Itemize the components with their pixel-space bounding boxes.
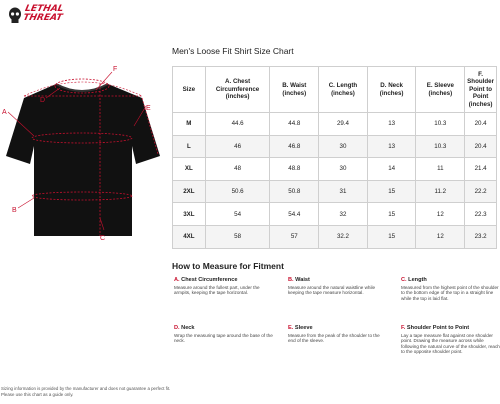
cell-neck: 13 [367,113,416,136]
cell-shoulder: 22.2 [465,180,497,203]
cell-chest: 54 [205,203,270,226]
cell-neck: 15 [367,203,416,226]
cell-size: XL [173,158,206,181]
cell-waist: 44.8 [270,113,319,136]
table-row [173,203,497,226]
how-to-measure-title: How to Measure for Fitment [172,261,284,271]
cell-chest: 48 [205,158,270,181]
cell-waist: 48.8 [270,158,319,181]
table-row [173,225,497,248]
label-a: A [2,109,7,116]
cell-shoulder: 20.4 [465,113,497,136]
shirt-diagram [0,58,165,248]
cell-neck: 15 [367,225,416,248]
cell-sleeve: 10.3 [416,135,465,158]
size-chart-table [172,66,497,249]
label-b: B [12,207,17,214]
brand-logo [4,3,74,31]
cell-size: 2XL [173,180,206,203]
cell-length: 31 [319,180,368,203]
cell-shoulder: 21.4 [465,158,497,181]
label-e: E [146,105,151,112]
cell-neck: 14 [367,158,416,181]
cell-neck: 13 [367,135,416,158]
cell-chest: 46 [205,135,270,158]
measure-waist: B. Waist Measure around the natural waistline while keeping the tape measure horizontal. [288,277,376,296]
cell-sleeve: 10.3 [416,113,465,136]
cell-shoulder: 23.2 [465,225,497,248]
col-size: Size [173,67,206,113]
label-f: F [113,66,118,73]
label-d: D [40,97,46,104]
table-row [173,180,497,203]
col-chest: A. Chest Circumference (inches) [205,67,270,113]
cell-length: 30 [319,158,368,181]
col-sleeve: E. Sleeve (inches) [416,67,465,113]
table-row [173,135,497,158]
col-waist: B. Waist (inches) [270,67,319,113]
cell-length: 29.4 [319,113,368,136]
cell-size: 3XL [173,203,206,226]
measure-chest: A. Chest Circumference Measure around the fullest part, under the armpits, keeping the tape horizontal. [174,277,260,296]
cell-sleeve: 11.2 [416,180,465,203]
cell-length: 32.2 [319,225,368,248]
cell-shoulder: 22.3 [465,203,497,226]
cell-waist: 46.8 [270,135,319,158]
cell-size: L [173,135,206,158]
cell-shoulder: 20.4 [465,135,497,158]
measure-sleeve: E. Sleeve Measure from the peak of the shoulder to the end of the sleeve. [288,325,380,344]
cell-length: 32 [319,203,368,226]
brand-wordmark: LETHAL THREAT [22,4,65,23]
sizing-disclaimer: Sizing information is provided by the manufacturer and does not guarantee a perfect fit. Please use this chart as a guide only. [1,386,171,397]
measure-shoulder: F. Shoulder Point to Point Lay a tape measure flat against one shoulder point. Drawing the measure across while following the natural curve of the shoulder, reach to the opposite shoulder point. [401,325,500,355]
table-row [173,158,497,181]
cell-sleeve: 12 [416,203,465,226]
cell-chest: 44.6 [205,113,270,136]
cell-waist: 50.8 [270,180,319,203]
cell-neck: 15 [367,180,416,203]
cell-sleeve: 11 [416,158,465,181]
cell-size: 4XL [173,225,206,248]
cell-length: 30 [319,135,368,158]
skull-icon [8,7,22,25]
chart-title: Men's Loose Fit Shirt Size Chart [172,46,294,56]
table-row [173,113,497,136]
col-shoulder: F. Shoulder Point to Point (inches) [465,67,497,113]
measure-length: C. Length Measured from the highest point of the shoulder to the bottom edge of the top in a straight line while the top is laid flat. [401,277,499,301]
cell-chest: 50.6 [205,180,270,203]
cell-size: M [173,113,206,136]
cell-waist: 54.4 [270,203,319,226]
label-c: C [100,235,106,242]
shirt-shape [6,84,160,236]
col-neck: D. Neck (inches) [367,67,416,113]
cell-waist: 57 [270,225,319,248]
cell-sleeve: 12 [416,225,465,248]
cell-chest: 58 [205,225,270,248]
col-length: C. Length (inches) [319,67,368,113]
table-header-row [173,67,497,113]
measure-neck: D. Neck Wrap the measuring tape around the base of the neck. [174,325,273,344]
